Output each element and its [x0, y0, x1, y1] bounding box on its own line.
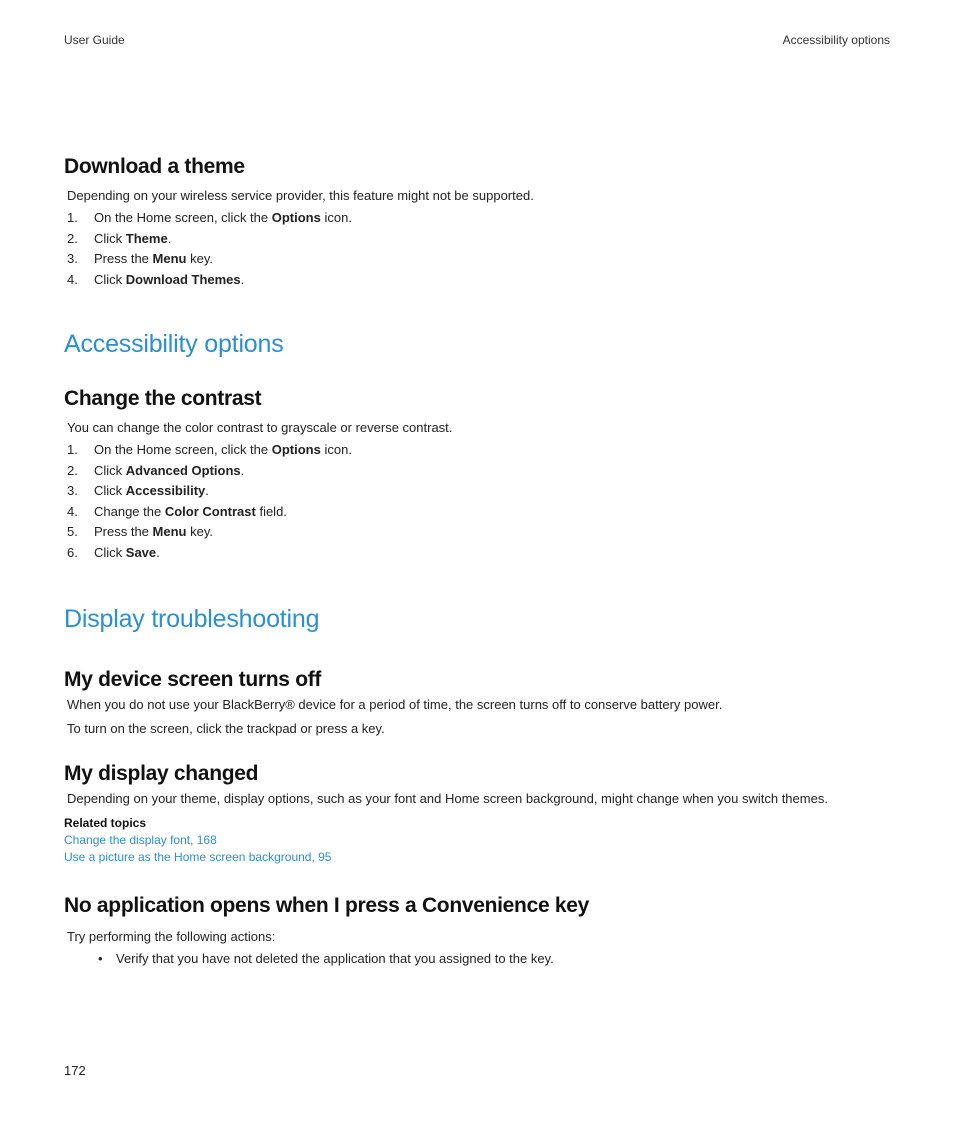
step-item: 4. Click Download Themes. [67, 271, 245, 287]
running-header-right: Accessibility options [782, 33, 890, 47]
screen-off-para1: When you do not use your BlackBerry® device for a period of time, the screen turns off to conserve battery power. [67, 697, 723, 712]
change-contrast-intro: You can change the color contrast to grayscale or reverse contrast. [67, 420, 453, 435]
change-contrast-title: Change the contrast [64, 387, 262, 410]
page-content [64, 155, 890, 969]
step-item: 2. Click Theme. [67, 230, 172, 246]
accessibility-section [64, 330, 890, 563]
list-item: • Verify that you have not deleted the application that you assigned to the key. [98, 951, 554, 966]
step-item: 2. Click Advanced Options. [67, 462, 245, 478]
related-link-display-font[interactable]: Change the display font, 168 [64, 833, 217, 847]
troubleshooting-heading: Display troubleshooting [64, 605, 320, 633]
step-item: 5. Press the Menu key. [67, 524, 213, 539]
step-item: 4. Change the Color Contrast field. [67, 503, 287, 519]
change-contrast-steps [64, 440, 890, 563]
display-changed-title: My display changed [64, 762, 259, 785]
running-header-left: User Guide [64, 33, 125, 47]
download-theme-steps [64, 208, 890, 290]
related-topics-label: Related topics [64, 816, 147, 830]
related-link-home-background[interactable]: Use a picture as the Home screen background, 95 [64, 850, 332, 864]
step-item: 1. On the Home screen, click the Options icon. [67, 210, 352, 225]
troubleshooting-section [64, 605, 890, 969]
page-number: 172 [64, 1063, 86, 1078]
download-theme-title: Download a theme [64, 155, 245, 178]
accessibility-heading: Accessibility options [64, 330, 284, 358]
step-item: 6. Click Save. [67, 544, 160, 560]
download-theme-section [64, 155, 890, 290]
no-app-section [64, 894, 890, 969]
no-app-intro: Try performing the following actions: [67, 929, 276, 944]
screen-off-title: My device screen turns off [64, 668, 322, 691]
step-item: 1. On the Home screen, click the Options icon. [67, 442, 352, 457]
screen-off-section [64, 668, 890, 737]
step-item: 3. Press the Menu key. [67, 251, 213, 266]
display-changed-para: Depending on your theme, display options, such as your font and Home screen background, might change when you switch themes. [67, 791, 828, 806]
screen-off-para2: To turn on the screen, click the trackpad or press a key. [67, 721, 385, 736]
step-item: 3. Click Accessibility. [67, 483, 209, 498]
no-app-bullets [64, 949, 890, 969]
download-theme-intro: Depending on your wireless service provider, this feature might not be supported. [67, 188, 534, 203]
no-app-title: No application opens when I press a Convenience key [64, 894, 590, 917]
change-contrast-section [64, 387, 890, 563]
display-changed-section [64, 762, 890, 866]
